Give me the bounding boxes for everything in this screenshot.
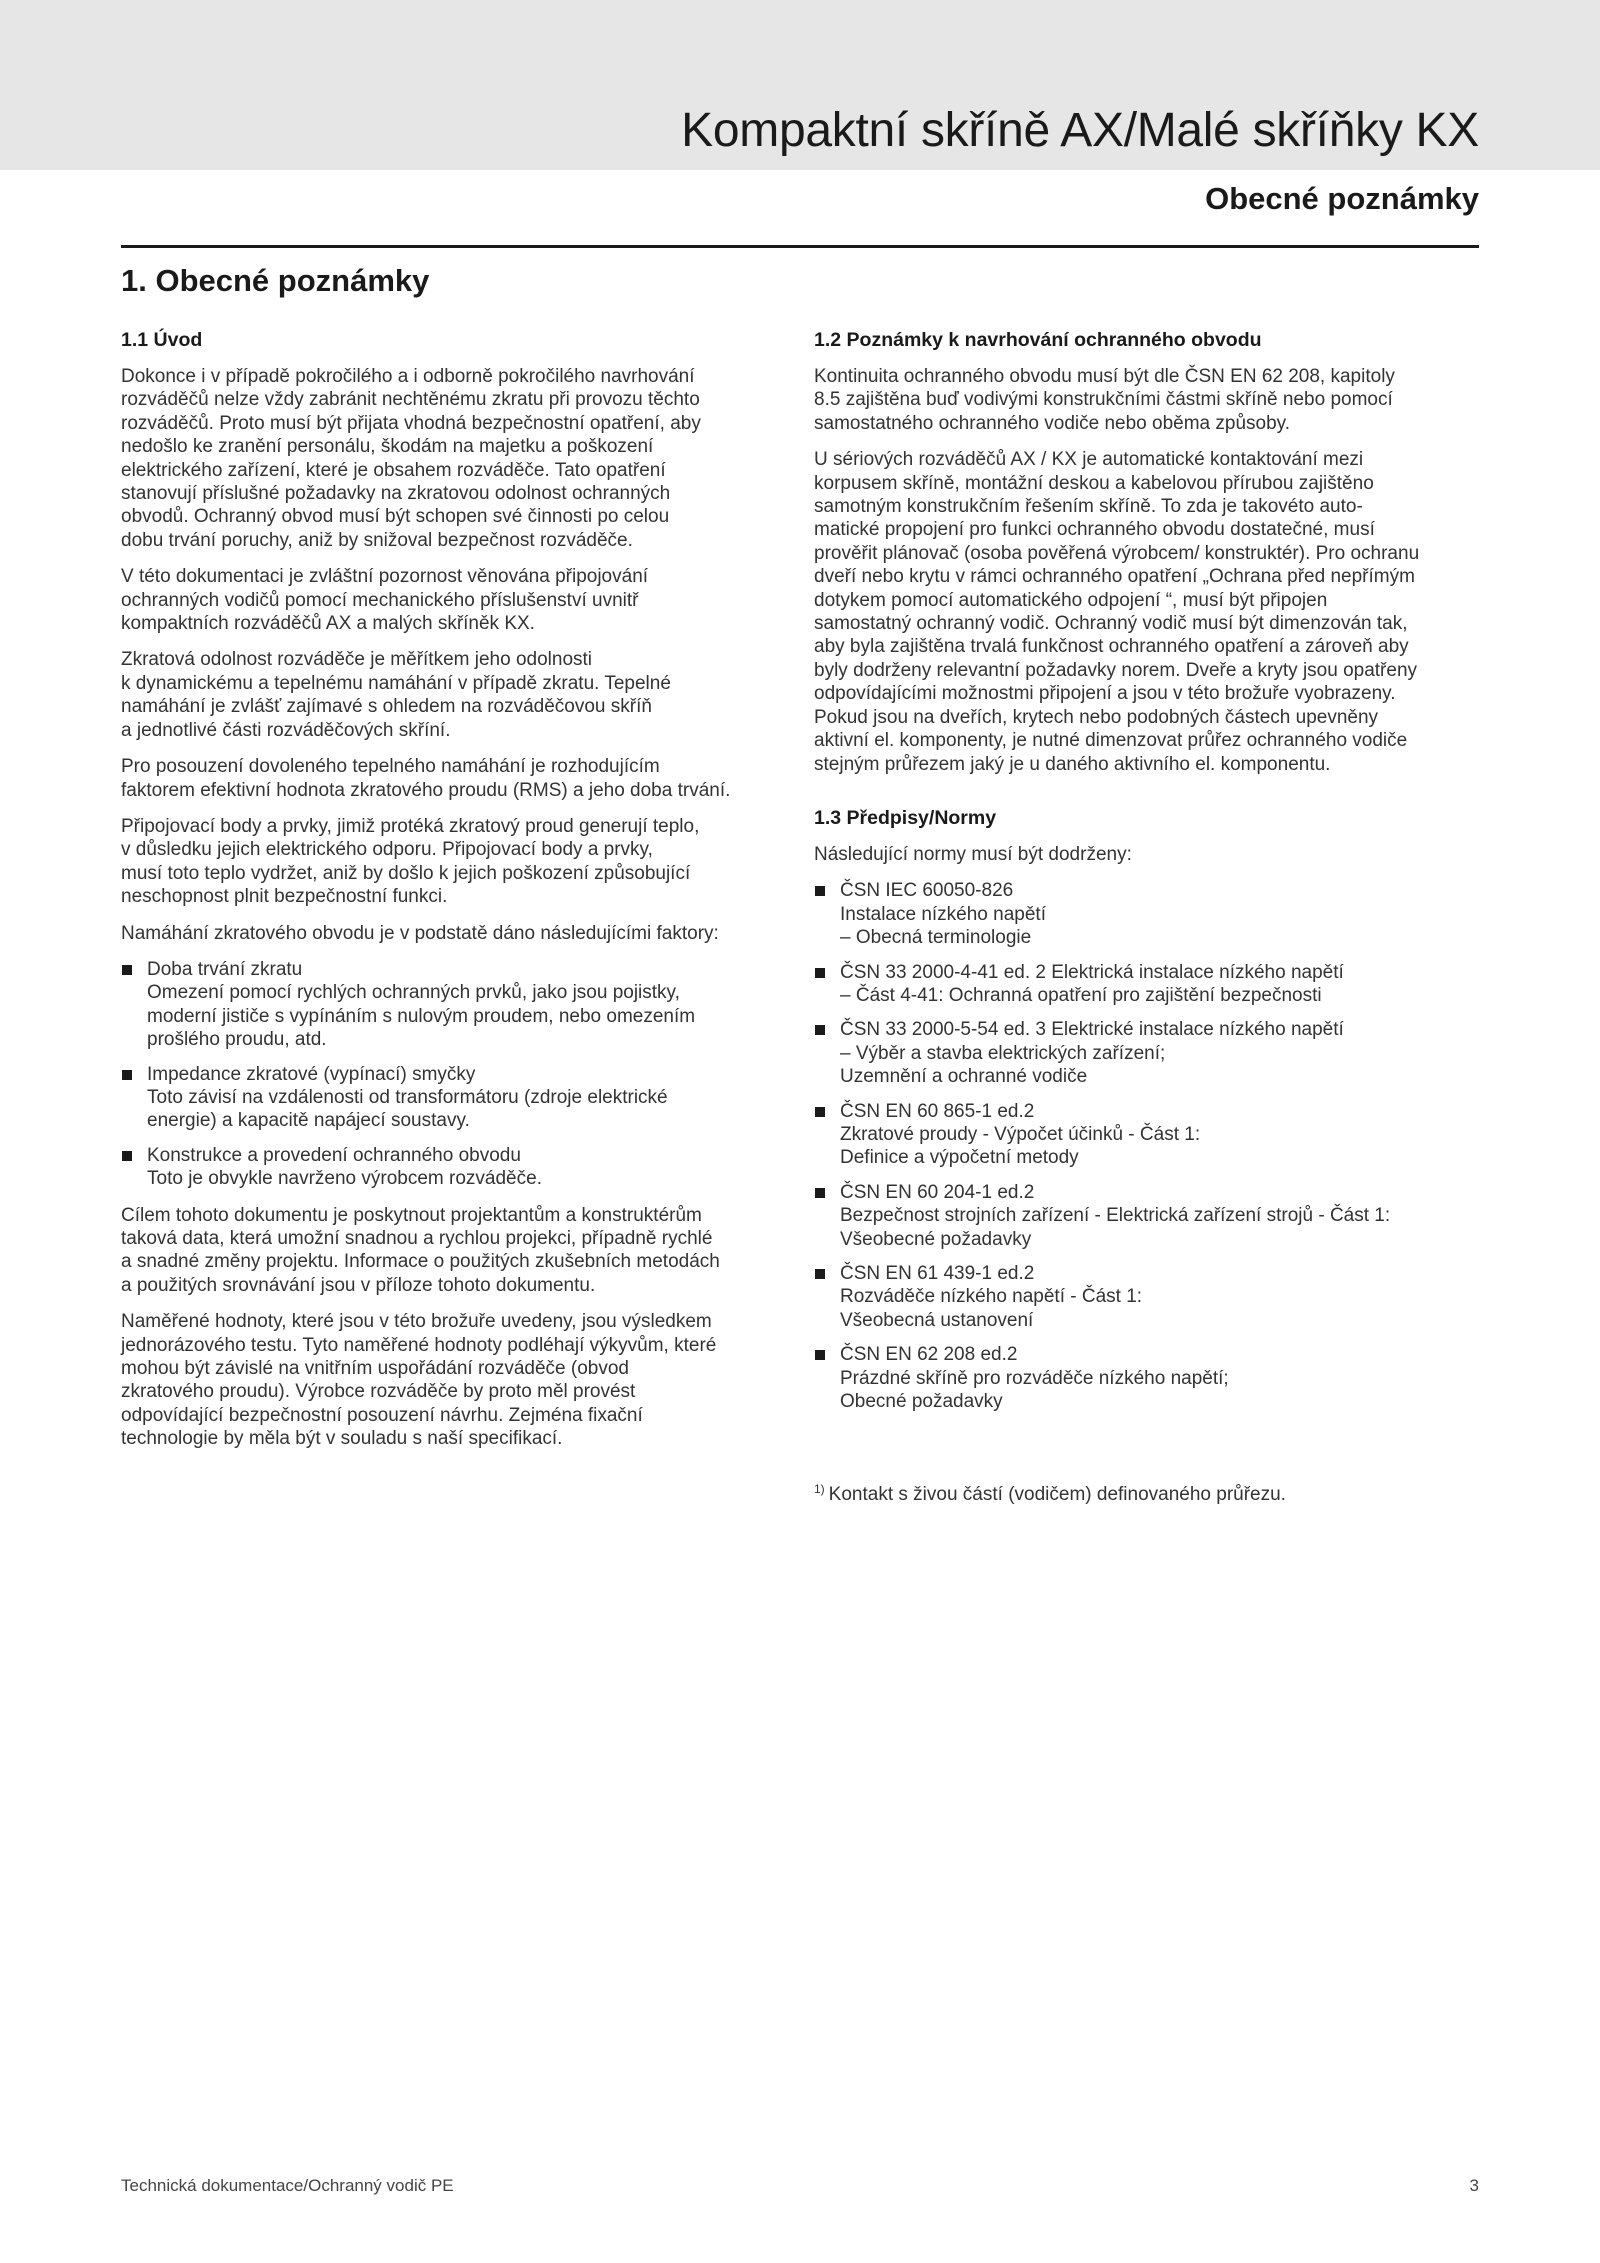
text-line: odpovídajícími možnostmi připojení a jsou v této brožuře vyobrazeny. xyxy=(814,683,1396,705)
list-item xyxy=(814,1100,1479,1170)
list-item-line: Toto je obvykle navrženo výrobcem rozváděče. xyxy=(147,1168,542,1190)
text-line: 8.5 zajištěna buď vodivými konstrukčními částmi skříně nebo pomocí xyxy=(814,389,1393,411)
list-item xyxy=(814,1181,1479,1251)
text-line: k dynamickému a tepelnému namáhání v případě zkratu. Tepelné xyxy=(121,672,671,694)
list-item-line: Definice a výpočetní metody xyxy=(840,1147,1079,1169)
list-item-line: – Obecná terminologie xyxy=(840,927,1032,949)
text-line: a jednotlivé části rozváděčových skříní. xyxy=(121,719,451,741)
list-item-line: Obecné požadavky xyxy=(840,1391,1003,1413)
text-line: samotným konstrukčním řešením skříně. To zda je takovéto auto- xyxy=(814,496,1363,518)
paragraph xyxy=(121,922,801,945)
footer-doc-name: Technická dokumentace/Ochranný vodič PE xyxy=(121,2176,454,2195)
text-line: byly dodrženy relevantní požadavky norem. Dveře a kryty jsou opatřeny xyxy=(814,659,1418,681)
text-line: Zkratová odolnost rozváděče je měřítkem jeho odolnosti xyxy=(121,649,593,671)
text-line: technologie by měla být v souladu s naší specifikací. xyxy=(121,1428,563,1450)
bullet-square-icon xyxy=(815,1350,825,1360)
document-title: Kompaktní skříně AX/Malé skříňky KX xyxy=(681,104,1479,157)
text-line: stejným průřezem jaký je u daného aktivního el. komponentu. xyxy=(814,753,1331,775)
text-line: Namáhání zkratového obvodu je v podstatě dáno následujícími faktory: xyxy=(121,922,719,944)
paragraph xyxy=(121,815,801,909)
list-item-line: ČSN EN 61 439-1 ed.2 xyxy=(840,1263,1035,1284)
text-line: neschopnost plnit bezpečnostní funkci. xyxy=(121,886,448,908)
text-line: Připojovací body a prvky, jimiž protéká zkratový proud generují teplo, xyxy=(121,815,700,837)
list-item-line: Uzemnění a ochranné vodiče xyxy=(840,1066,1088,1088)
document-subtitle: Obecné poznámky xyxy=(1205,181,1479,216)
factor-list xyxy=(121,958,801,1191)
text-line: jednorázového testu. Tyto naměřené hodnoty podléhají výkyvům, které xyxy=(121,1334,717,1356)
paragraph xyxy=(121,365,801,552)
text-line: nedošlo ke zranění personálu, škodám na majetku a poškození xyxy=(121,436,654,458)
list-item-line: Konstrukce a provedení ochranného obvodu xyxy=(147,1144,521,1166)
text-line: Pro posouzení dovoleného tepelného namáhání je rozhodujícím xyxy=(121,756,660,778)
text-line: a snadné změny projektu. Informace o použitých zkušebních metodách xyxy=(121,1251,720,1273)
text-line: V této dokumentaci je zvláštní pozornost věnována připojování xyxy=(121,566,649,588)
list-item xyxy=(121,958,801,1052)
heading-protective-circuit: 1.2 Poznámky k navrhování ochranného obvodu xyxy=(814,329,1262,351)
text-line: zkratového proudu). Výrobce rozváděče by proto měl provést xyxy=(121,1381,636,1403)
text-line: Následující normy musí být dodrženy: xyxy=(814,843,1132,865)
text-line: taková data, která umožní snadnou a rychlou projekci, případně rychlé xyxy=(121,1228,713,1249)
list-item-line: Bezpečnost strojních zařízení - Elektrická zařízení strojů - Část 1: xyxy=(840,1205,1391,1227)
text-line: dobu trvání poruchy, aniž by snižoval bezpečnost rozváděče. xyxy=(121,529,633,551)
list-item-line: – Výběr a stavba elektrických zařízení; xyxy=(840,1042,1166,1064)
paragraph xyxy=(121,755,801,802)
bullet-square-icon xyxy=(122,1070,132,1080)
text-line: Cílem tohoto dokumentu je poskytnout projektantům a konstruktérům xyxy=(121,1204,702,1226)
text-line: Dokonce i v případě pokročilého a i odborně pokročilého navrhování xyxy=(121,366,695,387)
text-line: odpovídající bezpečnostní posouzení návrhu. Zejména fixační xyxy=(121,1404,643,1426)
paragraph xyxy=(814,448,1479,776)
text-line: aktivní el. komponenty, je nutné dimenzovat průřez ochranného vodiče xyxy=(814,730,1408,752)
heading-intro: 1.1 Úvod xyxy=(121,329,203,351)
list-item-line: Doba trvání zkratu xyxy=(147,958,303,980)
text-line: aby byla zajištěna trvalá funkčnost ochranného opatření a zároveň aby xyxy=(814,636,1409,658)
list-item xyxy=(814,1018,1479,1088)
list-item-line: Zkratové proudy - Výpočet účinků - Část 1: xyxy=(840,1123,1201,1145)
list-item xyxy=(814,1343,1479,1413)
list-item-line: – Část 4-41: Ochranná opatření pro zajištění bezpečnosti xyxy=(840,984,1322,1006)
list-item-line: energie) a kapacitě napájecí soustavy. xyxy=(147,1110,470,1132)
text-line: ochranných vodičů pomocí mechanického příslušenství uvnitř xyxy=(121,589,639,611)
right-column xyxy=(814,328,1479,1426)
paragraph xyxy=(121,565,801,635)
list-item xyxy=(814,961,1479,1008)
bullet-square-icon xyxy=(122,965,132,975)
list-item-line: Všeobecná ustanovení xyxy=(840,1309,1034,1331)
list-item-line: ČSN EN 60 865-1 ed.2 xyxy=(840,1100,1035,1122)
text-line: mohou být závislé na vnitřním uspořádání rozváděče (obvod xyxy=(121,1358,629,1380)
list-item xyxy=(814,879,1479,949)
text-line: U sériových rozváděčů AX / KX je automatické kontaktování mezi xyxy=(814,449,1364,471)
bullet-square-icon xyxy=(815,968,825,978)
paragraph xyxy=(121,1204,801,1298)
text-line: dveří nebo krytu v rámci ochranného opatření „Ochrana před nepřímým xyxy=(814,566,1415,588)
list-item xyxy=(121,1063,801,1133)
text-line: korpusem skříně, montážní deskou a kabelovou přírubou zajištěno xyxy=(814,472,1374,494)
text-line: namáhání je zvlášť zajímavé s ohledem na rozváděčovou skříň xyxy=(121,696,652,718)
text-line: elektrického zařízení, které je obsahem rozváděče. Tato opatření xyxy=(121,459,666,481)
list-item-line: Impedance zkratové (vypínací) smyčky xyxy=(147,1063,476,1085)
list-item-line: Rozváděče nízkého napětí - Část 1: xyxy=(840,1286,1143,1308)
text-line: Kontinuita ochranného obvodu musí být dle ČSN EN 62 208, kapitoly xyxy=(814,366,1395,387)
bullet-square-icon xyxy=(815,1188,825,1198)
text-line: musí toto teplo vydržet, aniž by došlo k jejich poškození způsobující xyxy=(121,862,691,884)
list-item-line: Instalace nízkého napětí xyxy=(840,903,1046,925)
list-item-line: Omezení pomocí rychlých ochranných prvků, jako jsou pojistky, xyxy=(147,982,680,1004)
list-item-line: ČSN EN 62 208 ed.2 xyxy=(840,1344,1018,1366)
paragraph xyxy=(814,843,1479,866)
text-line: stanovují příslušné požadavky na zkratovou odolnost ochranných xyxy=(121,483,671,505)
text-line: matické propojení pro funkci ochranného obvodu dostatečné, musí xyxy=(814,519,1375,541)
footnote-text: Kontakt s živou částí (vodičem) definovaného průřezu. xyxy=(828,1484,1286,1505)
list-item-line: Prázdné skříně pro rozváděče nízkého napětí; xyxy=(840,1367,1229,1389)
heading-standards: 1.3 Předpisy/Normy xyxy=(814,806,997,829)
standards-list xyxy=(814,879,1479,1413)
text-line: dotykem pomocí automatického odpojení “, musí být připojen xyxy=(814,589,1328,611)
text-line: obvodů. Ochranný obvod musí být schopen své činnosti po celou xyxy=(121,506,670,528)
list-item-line: prošlého proudu, atd. xyxy=(147,1029,327,1051)
list-item xyxy=(121,1144,801,1191)
list-item-line: ČSN 33 2000-5-54 ed. 3 Elektrické instalace nízkého napětí xyxy=(840,1019,1344,1041)
paragraph xyxy=(121,1310,801,1450)
header-rule xyxy=(121,245,1479,248)
text-line: Naměřené hodnoty, které jsou v této brožuře uvedeny, jsou výsledkem xyxy=(121,1311,712,1333)
text-line: faktorem efektivní hodnota zkratového proudu (RMS) a jeho doba trvání. xyxy=(121,779,731,801)
text-line: rozváděčů. Proto musí být přijata vhodná bezpečnostní opatření, aby xyxy=(121,412,701,434)
text-line: rozváděčů nelze vždy zabránit nechtěnému zkratu při provozu těchto xyxy=(121,389,700,411)
text-line: Pokud jsou na dveřích, krytech nebo podobných částech upevněny xyxy=(814,706,1379,728)
bullet-square-icon xyxy=(815,1025,825,1035)
text-line: prověřit plánovač (osoba pověřená výrobcem/ konstruktér). Pro ochranu xyxy=(814,542,1420,564)
list-item-line: moderní jističe s vypínáním s nulovým proudem, nebo omezením xyxy=(147,1005,696,1027)
bullet-square-icon xyxy=(815,1107,825,1117)
text-line: samostatný ochranný vodič. Ochranný vodič musí být dimenzován tak, xyxy=(814,613,1408,635)
list-item-line: Všeobecné požadavky xyxy=(840,1228,1032,1250)
footnote xyxy=(814,1484,1286,1506)
text-line: v důsledku jejich elektrického odporu. Připojovací body a prvky, xyxy=(121,839,653,861)
footnote-mark: 1) xyxy=(814,1482,825,1496)
list-item xyxy=(814,1262,1479,1332)
page-number: 3 xyxy=(1469,2176,1479,2195)
paragraph xyxy=(121,648,801,742)
left-column xyxy=(121,328,801,1464)
paragraph xyxy=(814,365,1479,435)
list-item-line: Toto závisí na vzdálenosti od transformátoru (zdroje elektrické xyxy=(147,1086,668,1108)
list-item-line: ČSN 33 2000-4-41 ed. 2 Elektrická instalace nízkého napětí xyxy=(840,961,1344,983)
bullet-square-icon xyxy=(815,1269,825,1279)
text-line: a použitých srovnávání jsou v příloze tohoto dokumentu. xyxy=(121,1274,596,1296)
section-title: 1. Obecné poznámky xyxy=(121,263,430,298)
list-item-line: ČSN EN 60 204-1 ed.2 xyxy=(840,1181,1035,1203)
list-item-line: ČSN IEC 60050-826 xyxy=(840,880,1014,902)
bullet-square-icon xyxy=(815,886,825,896)
text-line: kompaktních rozváděčů AX a malých skříněk KX. xyxy=(121,613,535,635)
bullet-square-icon xyxy=(122,1151,132,1161)
text-line: samostatného ochranného vodiče nebo oběma způsoby. xyxy=(814,412,1291,434)
